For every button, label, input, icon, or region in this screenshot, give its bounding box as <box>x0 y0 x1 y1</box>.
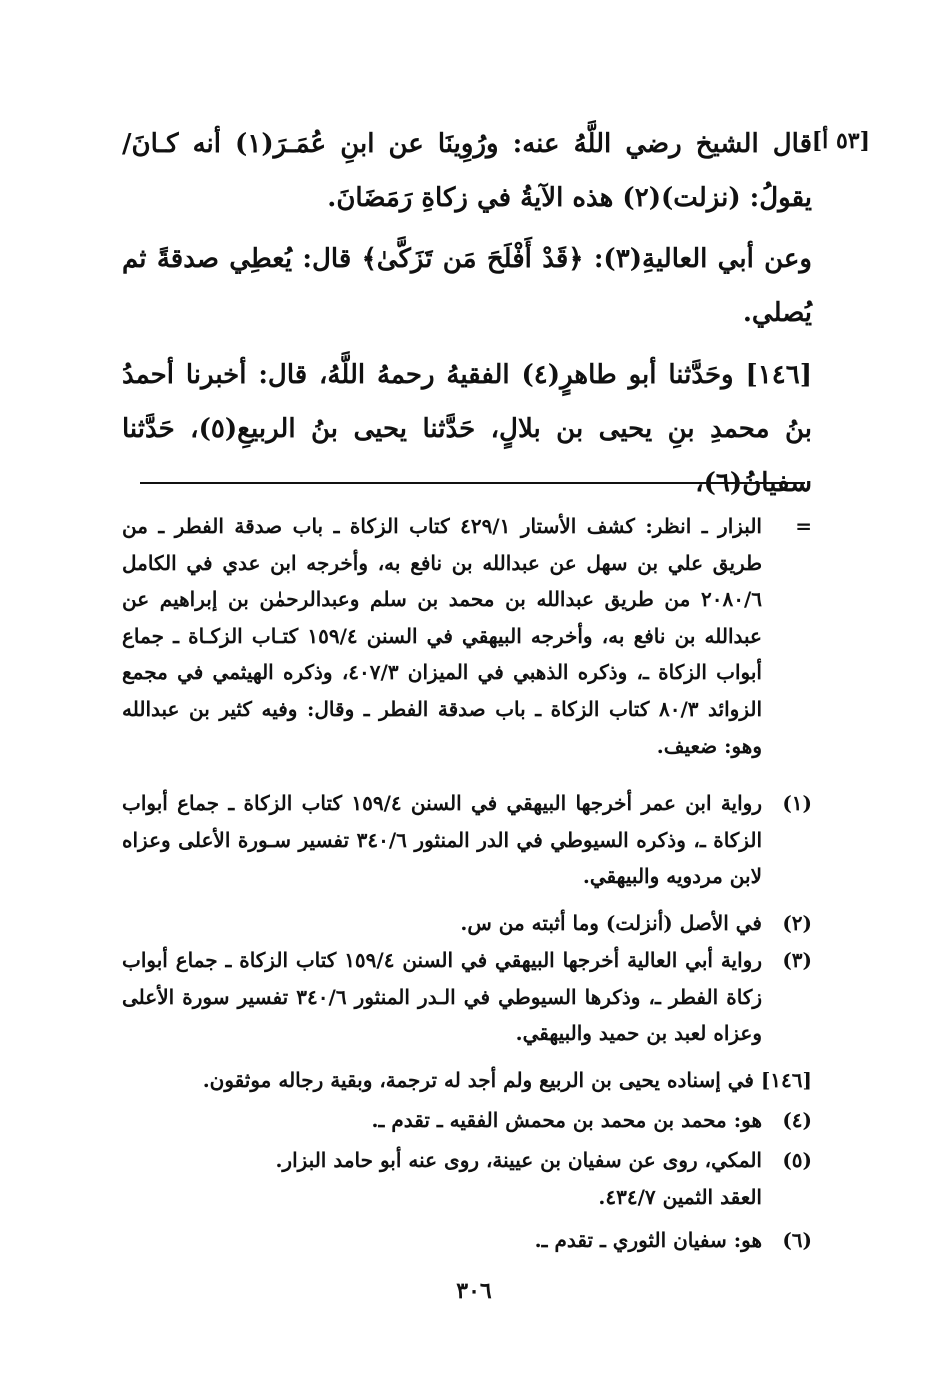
continuation-mark: = <box>795 514 812 538</box>
footnote-number: [١٤٦] <box>760 1068 812 1092</box>
footnote-text: هو: محمد بن محمد بن محمش الفقيه ـ تقدم ـ. <box>371 1108 762 1132</box>
main-paragraph-1: قال الشيخ رضي اللَّهُ عنه: ورُوِينَا عن ابنِ عُمَـرَ(١) أنه كـانَ/ يقولُ: (نزلت)(٢) هذه الآيةُ في زكاةِ رَمَضَانَ. <box>122 129 812 213</box>
footnote-text: في الأصل (أنزلت) وما أثبته من س. <box>460 911 762 935</box>
footnote-separator <box>140 482 805 484</box>
footnote-6 <box>122 1222 812 1259</box>
footnote-number: (٣) <box>782 948 812 972</box>
footnote-text: في إسناده يحيى بن الربيع ولم أجد له ترجمة، وبقية رجاله موثقون. <box>202 1068 754 1092</box>
footnote-1 <box>122 785 812 895</box>
footnote-number: (٤) <box>782 1108 812 1132</box>
footnote-146 <box>122 1062 812 1099</box>
footnote-number: (٦) <box>782 1228 812 1252</box>
footnote-number: (٥) <box>782 1148 812 1172</box>
footnote-text: المكي، روى عن سفيان بن عيينة، روى عنه أبو حامد البزار. العقد الثمين ٤٣٤/٧. <box>275 1148 762 1209</box>
footnote-number: (١) <box>782 791 812 815</box>
main-paragraph-2: وعن أبي العاليةِ(٣): ﴿قَدْ أَفْلَحَ مَن تَزَكَّىٰ﴾ قال: يُعطِي صدقةً ثم يُصلي. <box>122 244 812 328</box>
footnote-continuation-text: البزار ـ انظر: كشف الأستار ٤٢٩/١ كتاب الزكاة ـ باب صدقة الفطر ـ من طريق علي بن سهل عن عبدالله بن نافع به، وأخرجه ابن عدي في الكامل ٢٠٨٠/٦ من طريق عبدالله بن محمد بن سلم وعبدالرحمٰن بن إبراهيم عن عبدالله بن نافع به، وأخرجه البيهقي في السنن ١٥٩/٤ كتـاب الزكـاة ـ جماع أبواب الزكاة ـ، وذكره الذهبي في الميزان ٤٠٧/٣، وذكره الهيثمي في مجمع الزوائد ٨٠/٣ كتاب الزكاة ـ باب صدقة الفطر ـ وقال: وفيه كثير بن عبدالله وهو: ضعيف. <box>122 514 763 758</box>
footnote-4 <box>122 1102 812 1139</box>
footnote-3 <box>122 942 812 1052</box>
manuscript-folio-ref: [٥٣ أ] <box>811 128 870 154</box>
page-number: ٣٠٦ <box>456 1278 492 1304</box>
footnote-text: رواية ابن عمر أخرجها البيهقي في السنن ١٥٩/٤ كتاب الزكاة ـ جماع أبواب الزكاة ـ، وذكره السيوطي في الدر المنثور ٣٤٠/٦ تفسير سـورة الأعلى وعزاه لابن مردويه والبيهقي. <box>122 791 762 889</box>
footnote-continuation <box>122 508 812 764</box>
footnote-text: رواية أبي العالية أخرجها البيهقي في السنن ١٥٩/٤ كتاب الزكاة ـ جماع أبواب زكاة الفطر ـ، وذكرها السيوطي في الـدر المنثور ٣٤٠/٦ تفسير سورة الأعلى وعزاه لعبد بن حميد والبيهقي. <box>122 948 762 1046</box>
footnote-text: هو: سفيان الثوري ـ تقدم ـ. <box>534 1228 762 1252</box>
footnote-number: (٢) <box>782 911 812 935</box>
main-paragraph-3: [١٤٦] وحَدَّثنا أبو طاهرٍ(٤) الفقيهُ رحمهُ اللَّهُ، قال: أخبرنا أحمدُ بنُ محمدِ بنِ يحيى بن بلالٍ، حَدَّثنا يحيى بنُ الربيعِ(٥)، حَدَّثنا سفيانُ(٦)، <box>122 360 812 498</box>
footnote-2 <box>122 905 812 942</box>
footnote-5 <box>252 1142 812 1215</box>
